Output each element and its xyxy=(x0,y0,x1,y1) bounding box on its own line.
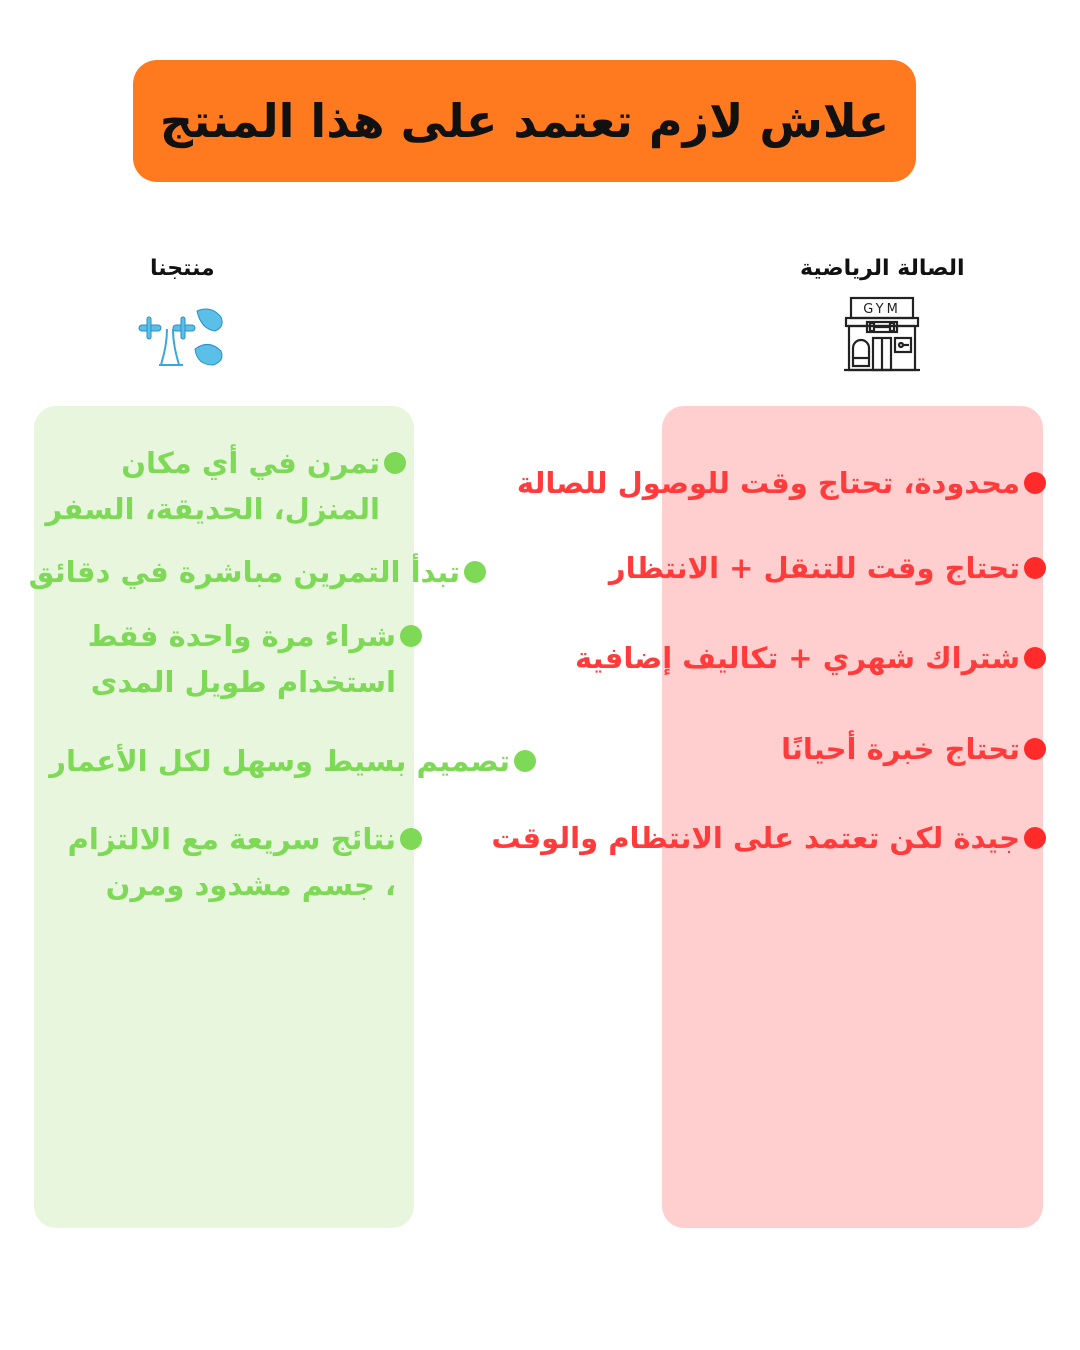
product-column-title: منتجنا xyxy=(150,256,215,281)
gym-building-icon xyxy=(843,296,921,372)
gym-item: جيدة لكن تعتمد على الانتظام والوقت xyxy=(491,815,1046,861)
bullet-dot-icon xyxy=(1024,472,1046,494)
bullet-dot-icon xyxy=(514,750,536,772)
bullet-dot-icon xyxy=(1024,647,1046,669)
product-item: شراء مرة واحدة فقط استخدام طويل المدى xyxy=(88,613,422,705)
gym-item: تحتاج وقت للتنقل + الانتظار xyxy=(609,545,1046,591)
product-item: تبدأ التمرين مباشرة في دقائق xyxy=(29,549,486,595)
bullet-dot-icon xyxy=(1024,557,1046,579)
bullet-dot-icon xyxy=(1024,738,1046,760)
product-item: نتائج سريعة مع الالتزام ، جسم مشدود ومرن xyxy=(68,816,422,908)
product-item: تمرن في أي مكان المنزل، الحديقة، السفر xyxy=(45,440,406,532)
resistance-band-product-icon xyxy=(137,305,227,371)
bullet-dot-icon xyxy=(400,828,422,850)
gym-item: تحتاج خبرة أحيانًا xyxy=(781,726,1046,772)
product-item: تصميم بسيط وسهل لكل الأعمار xyxy=(49,738,536,784)
bullet-dot-icon xyxy=(1024,827,1046,849)
gym-item: شتراك شهري + تكاليف إضافية xyxy=(575,635,1046,681)
bullet-dot-icon xyxy=(384,452,406,474)
gym-item: محدودة، تحتاج وقت للوصول للصالة xyxy=(517,460,1046,506)
title-banner xyxy=(133,60,916,182)
banner-title: علاش لازم تعتمد على هذا المنتج xyxy=(159,94,890,148)
bullet-dot-icon xyxy=(464,561,486,583)
gym-column-title: الصالة الرياضية xyxy=(800,256,965,281)
gym-sign-text: GYM xyxy=(863,302,901,317)
bullet-dot-icon xyxy=(400,625,422,647)
